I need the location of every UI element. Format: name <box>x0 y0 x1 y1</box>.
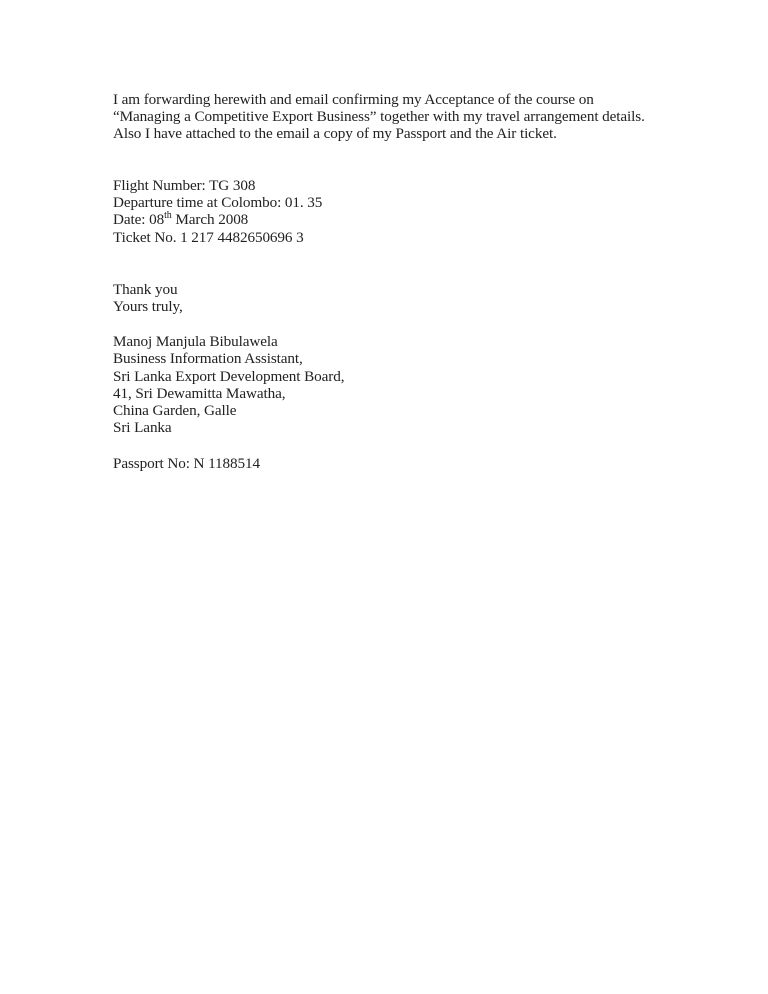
address-line-1: 41, Sri Dewamitta Mawatha, <box>113 385 286 402</box>
signatory-organization: Sri Lanka Export Development Board, <box>113 368 345 385</box>
date-rest: March 2008 <box>171 211 249 228</box>
date-prefix: Date: 08 <box>113 211 165 228</box>
signatory-title: Business Information Assistant, <box>113 350 303 367</box>
travel-date <box>113 211 248 228</box>
flight-number: Flight Number: TG 308 <box>113 177 256 194</box>
body-line-2: “Managing a Competitive Export Business” together with my travel arrangement details. <box>113 108 645 125</box>
passport-number: Passport No: N 1188514 <box>113 455 261 472</box>
body-line-1: I am forwarding herewith and email confirming my Acceptance of the course on <box>113 91 594 108</box>
ticket-number: Ticket No. 1 217 4482650696 3 <box>113 229 304 246</box>
sign-off: Yours truly, <box>113 298 183 315</box>
departure-time: Departure time at Colombo: 01. 35 <box>113 194 323 211</box>
address-country: Sri Lanka <box>113 419 172 436</box>
body-line-3: Also I have attached to the email a copy of my Passport and the Air ticket. <box>113 125 557 142</box>
date-ordinal-suffix: th <box>164 209 172 221</box>
thank-you: Thank you <box>113 281 178 298</box>
signatory-name: Manoj Manjula Bibulawela <box>113 333 278 350</box>
address-line-2: China Garden, Galle <box>113 402 237 419</box>
